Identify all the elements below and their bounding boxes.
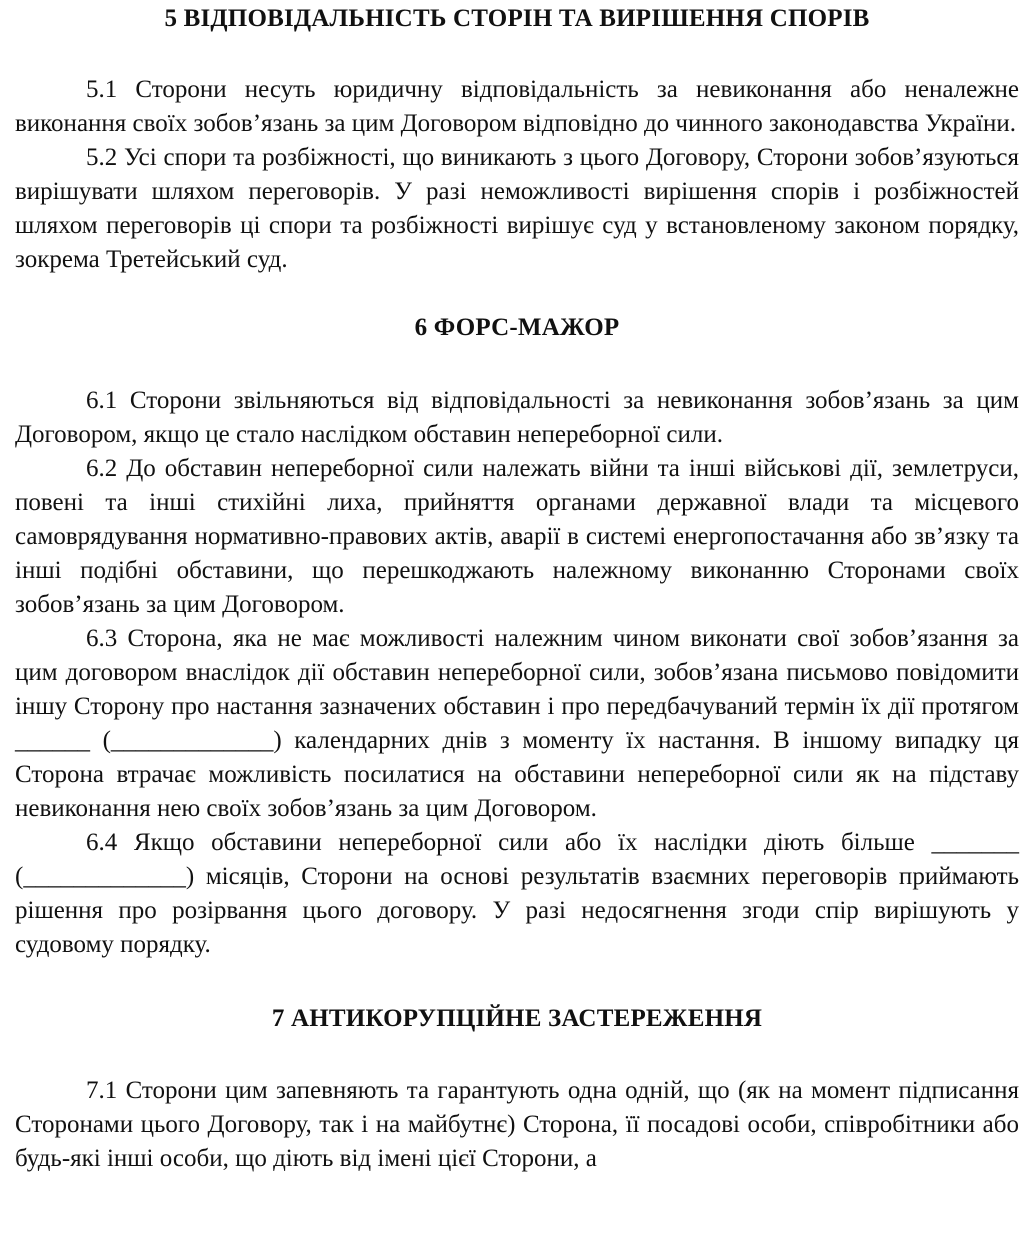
- section-6-heading: 6 ФОРС-МАЖОР: [414, 314, 620, 341]
- clause-6-1: 6.1 Сторони звільняються від відповідальності за невиконання зобов’язань за цим Договором, якщо це стало наслідком обставин непереборної сили.: [15, 387, 1019, 448]
- section-7-body: [15, 1074, 1019, 1176]
- section-7-heading: 7 АНТИКОРУПЦІЙНЕ ЗАСТЕРЕЖЕННЯ: [271, 1005, 763, 1032]
- document-page: [0, 2, 1033, 1258]
- clause-5-1: 5.1 Сторони несуть юридичну відповідальність за невиконання або неналежне виконання своїх зобов’язань за цим Договором відповідно до чинного законодавства України.: [15, 76, 1019, 137]
- section-5-body: [15, 73, 1019, 277]
- clause-5-2: 5.2 Усі спори та розбіжності, що виникають з цього Договору, Сторони зобов’язуються вирішувати шляхом переговорів. У разі неможливості вирішення спорів і розбіжностей шляхом переговорів ці спори та розбіжності вирішує суд у встановленому законом порядку, зокрема Третейський суд.: [15, 144, 1019, 273]
- section-6-body: [15, 384, 1019, 962]
- clause-6-4: 6.4 Якщо обставини непереборної сили або їх наслідки діють більше _______ (_____________) місяців, Сторони на основі результатів взаємних переговорів приймають рішення про розірвання цього договору. У разі недосягнення згоди спір вирішують у судовому порядку.: [15, 829, 1019, 958]
- clause-6-2: 6.2 До обставин непереборної сили належать війни та інші військові дії, землетруси, повені та інші стихійні лиха, прийняття органами державної влади та місцевого самоврядування нормативно-правових актів, аварії в системі енергопостачання або зв’язку та інші подібні обставини, що перешкоджають належному виконанню Сторонами своїх зобов’язань за цим Договором.: [15, 455, 1019, 618]
- section-5-heading: 5 ВІДПОВІДАЛЬНІСТЬ СТОРІН ТА ВИРІШЕННЯ СПОРІВ: [164, 5, 870, 32]
- clause-6-3: 6.3 Сторона, яка не має можливості належним чином виконати свої зобов’язання за цим договором внаслідок дії обставин непереборної сили, зобов’язана письмово повідомити іншу Сторону про настання зазначених обставин і про передбачуваний термін їх дії протягом ______ (_____________) календарних днів з моменту їх настання. В іншому випадку ця Сторона втрачає можливість посилатися на обставини непереборної сили як на підставу невиконання нею своїх зобов’язань за цим Договором.: [15, 625, 1019, 822]
- clause-7-1: 7.1 Сторони цим запевняють та гарантують одна одній, що (як на момент підписання Сторонами цього Договору, так і на майбутнє) Сторона, її посадові особи, співробітники або будь-які інші особи, що діють від імені цієї Сторони, а: [15, 1077, 1019, 1172]
